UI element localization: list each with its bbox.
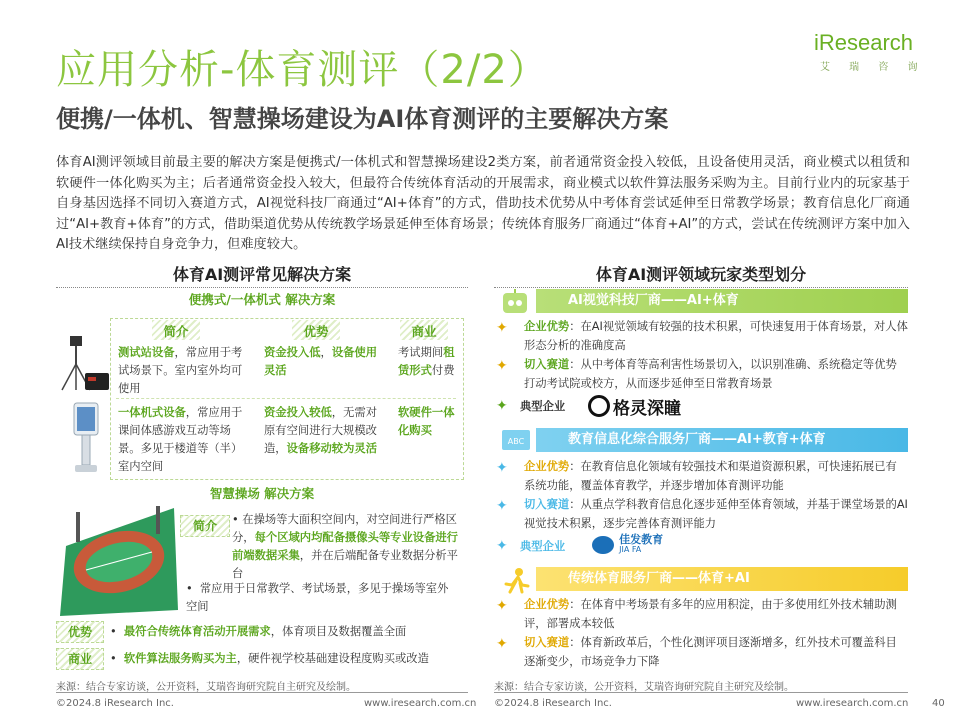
row2-adv-highlight-2: 设备移动较为灵活	[286, 442, 377, 455]
group3-adv-label: 企业优势	[524, 598, 570, 611]
smart-playground-illustration	[56, 506, 180, 618]
row1-adv	[264, 344, 382, 380]
group1-adv-label: 企业优势	[524, 320, 570, 333]
smart-biz-highlight: 软件算法服务购买为主	[123, 652, 237, 665]
group3-entry-text: ：体育新政革后，个性化测评项目逐渐增多，红外技术可覆盖科目逐渐变少，市场竞争力下降	[524, 636, 897, 668]
device-box-icon	[84, 370, 110, 392]
smart-biz-text: • 软件算法服务购买为主，硬件视学校基础建设程度购买或改造	[110, 652, 429, 665]
smart-bullet-1: • 在操场等大面积空间内，对空间进行严格区分，每个区域内均配备摄像头等专业设备进行前端数据采集，并在后端配备专业数据分析平台	[232, 513, 458, 580]
row1-biz	[398, 344, 458, 380]
page-number: 40	[932, 698, 945, 709]
svg-text:ABC: ABC	[507, 437, 525, 446]
left-source: 来源：结合专家访谈，公开资料，艾瑞咨询研究院自主研究及绘制。	[56, 682, 356, 693]
sparkle-icon: ✦	[496, 358, 508, 374]
geling-logo-text: 格灵深瞳	[613, 399, 681, 419]
group1-entry	[524, 356, 908, 393]
group2-title: 教育信息化综合服务厂商——AI+教育+体育	[568, 432, 826, 447]
logo-cn: 艾 瑞 咨 询	[820, 62, 926, 73]
jiafa-logo	[592, 534, 663, 555]
intro-paragraph: 体育AI测评领域目前最主要的解决方案是便携式/一体机式和智慧操场建设2类方案，前者通常资金投入较低，且设备使用灵活，商业模式以租赁和软硬件一体化购买为主；后者通常资金投入较大，但最符合传统体育活动的开展需求，商业模式以软件算法服务采购为主。目前行业内的玩家基于自身基因选择不同切入赛道方式，AI视觉科技厂商通过“AI+体育”的方式，借助技术优势从中考体育尝试延伸至日常教学场景；教育信息化厂商通过“AI+教育+体育”的方式，借助渠道优势从传统教学场景延伸至体育场景；传统体育服务厂商通过“体育+AI”的方式，尝试在传统测评方案中加入AI技术继续保持自身竞争力，但难度较大。	[56, 155, 910, 252]
adv-tag: 优势	[56, 621, 104, 643]
right-heading-divider	[494, 287, 908, 288]
runner-icon	[500, 566, 532, 594]
row1-adv-highlight-2: 设备使用灵活	[264, 346, 378, 377]
col-intro-header: 简介	[163, 324, 189, 339]
group2-entry-text: ：从重点学科教育信息化逐步延伸至体育领域，并基于课堂场景的AI视觉技术积累，逐步完善体育测评能力	[524, 498, 908, 530]
geling-logo-mark	[588, 395, 610, 417]
abc-board-icon	[500, 426, 532, 454]
robot-icon	[498, 287, 532, 317]
row-divider	[116, 398, 456, 399]
group2-adv	[524, 458, 908, 495]
portable-solution-label: 便携式/一体机式 解决方案	[188, 292, 336, 307]
right-footer-rule	[494, 692, 908, 693]
sparkle-icon: ✦	[496, 598, 508, 614]
row1-biz-pre: 考试期间	[398, 346, 444, 359]
row2-adv-text: ，无需对原有空间进行大规模改造，	[264, 406, 377, 455]
group1-adv-text: ：在AI视觉领域有较强的技术积累，可快速复用于体育场景，对人体形态分析的准确度高	[524, 320, 908, 352]
page-title: 应用分析-体育测评（2/2）	[56, 47, 549, 93]
row1-biz-highlight: 租赁形式	[398, 346, 455, 377]
smart-b2-text: 常应用于日常教学、考试场景，多见于操场等室外空间	[186, 582, 449, 613]
group2-adv-label: 企业优势	[524, 460, 570, 473]
group2-entry	[524, 496, 908, 533]
left-url: www.iresearch.com.cn	[364, 698, 477, 709]
row1-biz-post: 付费	[431, 364, 455, 377]
row2-intro-highlight: 一体机式设备	[118, 406, 186, 419]
group1-adv	[524, 318, 908, 355]
smart-adv-text: • 最符合传统体育活动开展需求，体育项目及数据覆盖全面	[110, 625, 407, 638]
row2-intro-text: ，常应用于课间体感游戏互动等场景。多见于楼道等（半）室内空间	[118, 406, 243, 473]
col-adv-header: 优势	[303, 324, 329, 339]
smart-intro-tag: 简介	[180, 515, 230, 537]
group3-title: 传统体育服务厂商——体育+AI	[568, 571, 750, 586]
row2-biz	[398, 404, 458, 440]
row2-biz-highlight: 软硬件一体化购买	[398, 406, 455, 437]
right-url: www.iresearch.com.cn	[796, 698, 909, 709]
row2-adv-highlight-1: 资金投入较低	[264, 406, 332, 419]
biz-tag: 商业	[56, 648, 104, 670]
page-subtitle: 便携/一体机、智慧操场建设为AI体育测评的主要解决方案	[56, 105, 669, 133]
sparkle-icon: ✦	[496, 636, 508, 652]
smart-b1-pre: 在操场等大面积空间内，对空间进行严格区分，	[232, 513, 457, 544]
row2-adv	[264, 404, 382, 458]
logo-text: iResearch	[814, 30, 914, 55]
group2-ent-label: 典型企业	[520, 540, 566, 553]
smart-biz-rest: ，硬件视学校基础建设程度购买或改造	[236, 652, 429, 665]
jiafa-logo-text: 佳发教育	[619, 532, 664, 546]
smart-adv-rest: ，体育项目及数据覆盖全面	[270, 625, 407, 638]
geling-logo	[588, 394, 681, 419]
smart-b1-post: ，并在后端配备专业数据分析平台	[232, 549, 458, 580]
left-heading-divider	[56, 287, 468, 288]
group3-entry	[524, 634, 908, 671]
left-footer-rule	[56, 692, 468, 693]
group1-title: AI视觉科技厂商——AI+体育	[568, 293, 739, 308]
sparkle-icon: ✦	[496, 398, 508, 414]
jiafa-logo-mark	[592, 536, 614, 554]
smart-bullet-2: • 常应用于日常教学、考试场景，多见于操场等室外空间	[186, 582, 449, 613]
sparkle-icon: ✦	[496, 460, 508, 476]
group1-ent-label: 典型企业	[520, 400, 566, 413]
jiafa-logo-sub: JIA FA	[619, 544, 642, 554]
col-biz-header: 商业	[411, 324, 437, 339]
right-source: 来源：结合专家访谈，公开资料，艾瑞咨询研究院自主研究及绘制。	[494, 682, 794, 693]
row1-intro-text: ，常应用于考试场景下。室内室外均可使用	[118, 346, 243, 395]
group3-entry-label: 切入赛道	[524, 636, 570, 649]
group1-entry-text: ：从中考体育等高利害性场景切入，以识别准确、系统稳定等优势打动考试院或校方，从而逐步延伸至日常教育场景	[524, 358, 897, 390]
row1-adv-highlight-1: 资金投入低	[264, 346, 321, 359]
smart-adv-highlight: 最符合传统体育活动开展需求	[123, 625, 271, 638]
row1-adv-sep: ，	[320, 346, 332, 359]
row1-intro-highlight: 测试站设备	[118, 346, 175, 359]
sparkle-icon: ✦	[496, 498, 508, 514]
row1-intro	[118, 344, 246, 398]
sparkle-icon: ✦	[496, 320, 508, 336]
group2-entry-label: 切入赛道	[524, 498, 570, 511]
right-heading: 体育AI测评领域玩家类型划分	[595, 265, 807, 284]
group1-entry-label: 切入赛道	[524, 358, 570, 371]
row2-intro	[118, 404, 250, 476]
group2-adv-text: ：在教育信息化领域有较强技术和渠道资源积累，可快速拓展已有系统功能，覆盖体育教学，并逐步增加体育测评功能	[524, 460, 897, 492]
left-heading: 体育AI测评常见解决方案	[172, 265, 352, 284]
group3-adv	[524, 596, 908, 633]
iresearch-logo	[814, 30, 926, 90]
smart-b1-highlight: 每个区域内均配备摄像头等专业设备进行前端数据采集	[232, 531, 458, 562]
left-copyright: ©2024.8 iResearch Inc.	[56, 698, 174, 709]
smart-playground-label: 智慧操场 解决方案	[209, 486, 315, 501]
sparkle-icon: ✦	[496, 538, 508, 554]
group3-adv-text: ：在体育中考场景有多年的应用积淀，由于多使用红外技术辅助测评，部署成本较低	[524, 598, 897, 630]
kiosk-icon	[66, 402, 106, 474]
right-copyright: ©2024.8 iResearch Inc.	[494, 698, 612, 709]
